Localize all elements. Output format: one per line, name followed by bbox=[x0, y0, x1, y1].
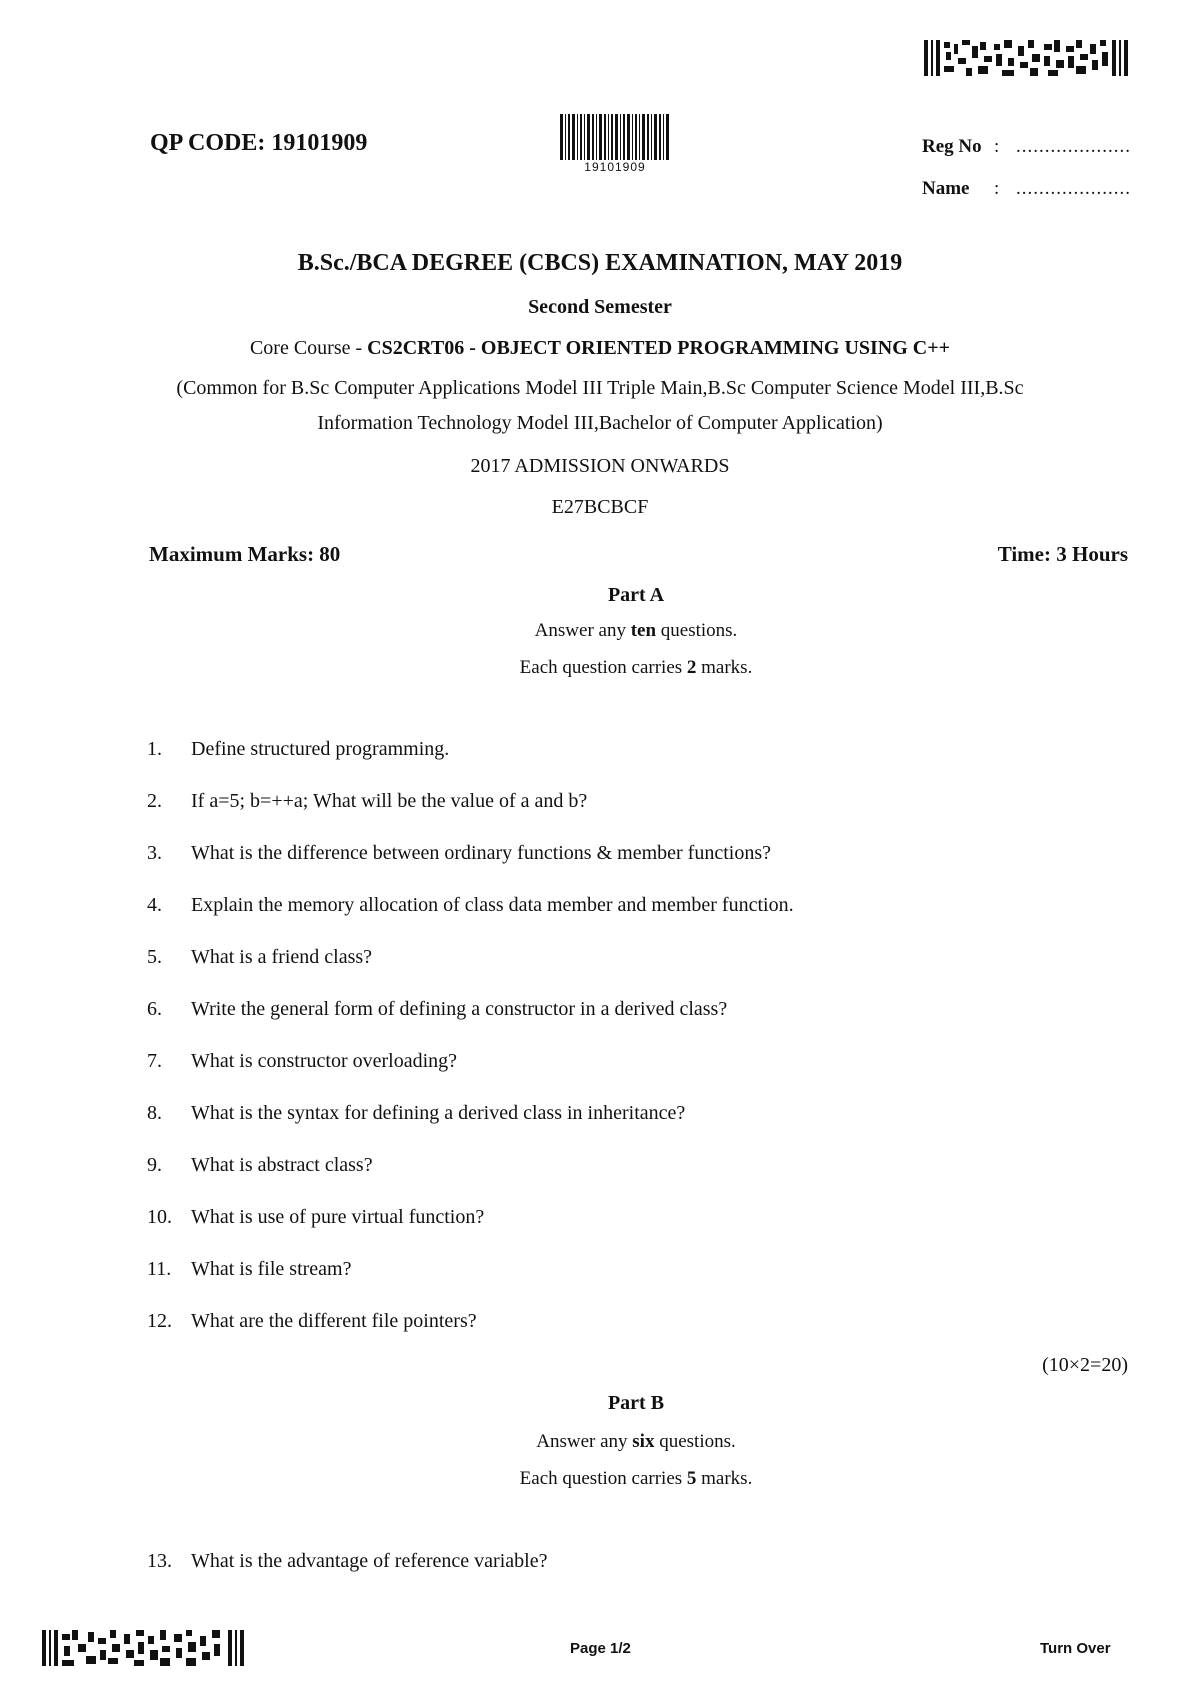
question-number: 10. bbox=[147, 1206, 172, 1228]
question-number: 2. bbox=[147, 790, 162, 812]
part-b-marks bbox=[36, 1468, 1200, 1490]
question-text: Explain the memory allocation of class data member and member function. bbox=[191, 894, 794, 916]
question-number: 11. bbox=[147, 1258, 172, 1280]
part-b-instruction-post: questions. bbox=[654, 1431, 736, 1452]
question-number: 9. bbox=[147, 1154, 162, 1176]
question-item bbox=[147, 1258, 352, 1281]
common-line-2: Information Technology Model III,Bachelor of Computer Application) bbox=[317, 412, 883, 434]
common-line-1: (Common for B.Sc Computer Applications Model III Triple Main,B.Sc Computer Science Model III,B.Sc bbox=[176, 377, 1024, 399]
course-prefix: Core Course - bbox=[249, 337, 368, 359]
center-barcode-image bbox=[560, 114, 670, 160]
reg-no-row bbox=[922, 136, 1131, 158]
question-text: What is a friend class? bbox=[191, 946, 373, 968]
exam-title: B.Sc./BCA DEGREE (CBCS) EXAMINATION, MAY 2019 bbox=[297, 250, 903, 276]
question-item bbox=[147, 1102, 685, 1125]
question-text: What is file stream? bbox=[191, 1258, 352, 1280]
name-row bbox=[922, 178, 1131, 200]
question-text: What is the difference between ordinary functions & member functions? bbox=[191, 842, 771, 864]
part-a-title: Part A bbox=[607, 584, 665, 606]
name-blank: .................... bbox=[1016, 178, 1131, 199]
reg-no-colon: : bbox=[994, 136, 1000, 157]
question-item bbox=[147, 1550, 547, 1573]
name-colon: : bbox=[994, 178, 1000, 199]
part-a-marks-pre: Each question carries bbox=[519, 657, 687, 678]
part-a-instruction bbox=[36, 620, 1200, 642]
question-item bbox=[147, 738, 449, 761]
part-a-marks-post: marks. bbox=[696, 657, 753, 678]
part-b-instruction-count: six bbox=[632, 1431, 655, 1452]
question-text: What is the syntax for defining a derived class in inheritance? bbox=[191, 1102, 686, 1124]
course-line bbox=[0, 337, 1200, 360]
part-b-marks-pre: Each question carries bbox=[519, 1468, 687, 1489]
barcode-number: 19101909 bbox=[584, 160, 646, 174]
question-item bbox=[147, 842, 771, 865]
reg-no-blank: .................... bbox=[1016, 136, 1131, 157]
question-text: If a=5; b=++a; What will be the value of a and b? bbox=[191, 790, 588, 812]
question-text: What are the different file pointers? bbox=[191, 1310, 477, 1332]
part-a-instruction-pre: Answer any bbox=[534, 620, 631, 641]
question-item bbox=[147, 790, 587, 813]
question-number: 6. bbox=[147, 998, 162, 1020]
question-number: 12. bbox=[147, 1310, 172, 1332]
question-number: 8. bbox=[147, 1102, 162, 1124]
part-b-instruction-pre: Answer any bbox=[536, 1431, 633, 1452]
reg-no-label: Reg No bbox=[922, 136, 982, 157]
question-number: 5. bbox=[147, 946, 162, 968]
question-number: 3. bbox=[147, 842, 162, 864]
question-item bbox=[147, 1154, 373, 1177]
question-item bbox=[147, 946, 372, 969]
part-a-marks-value: 2 bbox=[686, 657, 697, 678]
paper-code: E27BCBCF bbox=[551, 496, 649, 518]
qp-code: QP CODE: 19101909 bbox=[150, 130, 368, 156]
question-text: What is the advantage of reference variable? bbox=[191, 1550, 548, 1572]
question-number: 1. bbox=[147, 738, 162, 760]
page-number: Page 1/2 bbox=[570, 1640, 631, 1657]
maximum-marks: Maximum Marks: 80 bbox=[149, 542, 341, 566]
part-a-instruction-post: questions. bbox=[656, 620, 738, 641]
time-allowed: Time: 3 Hours bbox=[997, 542, 1128, 566]
part-a-score: (10×2=20) bbox=[1042, 1354, 1128, 1376]
part-a-instruction-count: ten bbox=[630, 620, 657, 641]
semester: Second Semester bbox=[528, 296, 672, 318]
part-b-marks-value: 5 bbox=[686, 1468, 697, 1489]
question-item bbox=[147, 998, 727, 1021]
question-item bbox=[147, 1206, 484, 1229]
question-text: What is constructor overloading? bbox=[191, 1050, 458, 1072]
question-item bbox=[147, 1050, 457, 1073]
name-label: Name bbox=[922, 178, 970, 199]
part-a-marks bbox=[36, 657, 1200, 679]
question-number: 4. bbox=[147, 894, 162, 916]
question-text: Define structured programming. bbox=[191, 738, 450, 760]
course-code-name: CS2CRT06 - OBJECT ORIENTED PROGRAMMING USING C++ bbox=[367, 337, 951, 359]
admission: 2017 ADMISSION ONWARDS bbox=[470, 455, 730, 477]
part-b-title: Part B bbox=[607, 1392, 665, 1414]
question-text: What is abstract class? bbox=[191, 1154, 373, 1176]
question-number: 7. bbox=[147, 1050, 162, 1072]
question-item bbox=[147, 894, 794, 917]
turn-over: Turn Over bbox=[1040, 1640, 1111, 1657]
question-text: Write the general form of defining a constructor in a derived class? bbox=[191, 998, 728, 1020]
part-b-instruction bbox=[36, 1431, 1200, 1453]
question-number: 13. bbox=[147, 1550, 172, 1572]
part-b-marks-post: marks. bbox=[696, 1468, 753, 1489]
bottom-left-barcode-image bbox=[42, 1630, 248, 1666]
question-item bbox=[147, 1310, 477, 1333]
question-text: What is use of pure virtual function? bbox=[191, 1206, 485, 1228]
top-right-barcode-image bbox=[924, 40, 1130, 76]
